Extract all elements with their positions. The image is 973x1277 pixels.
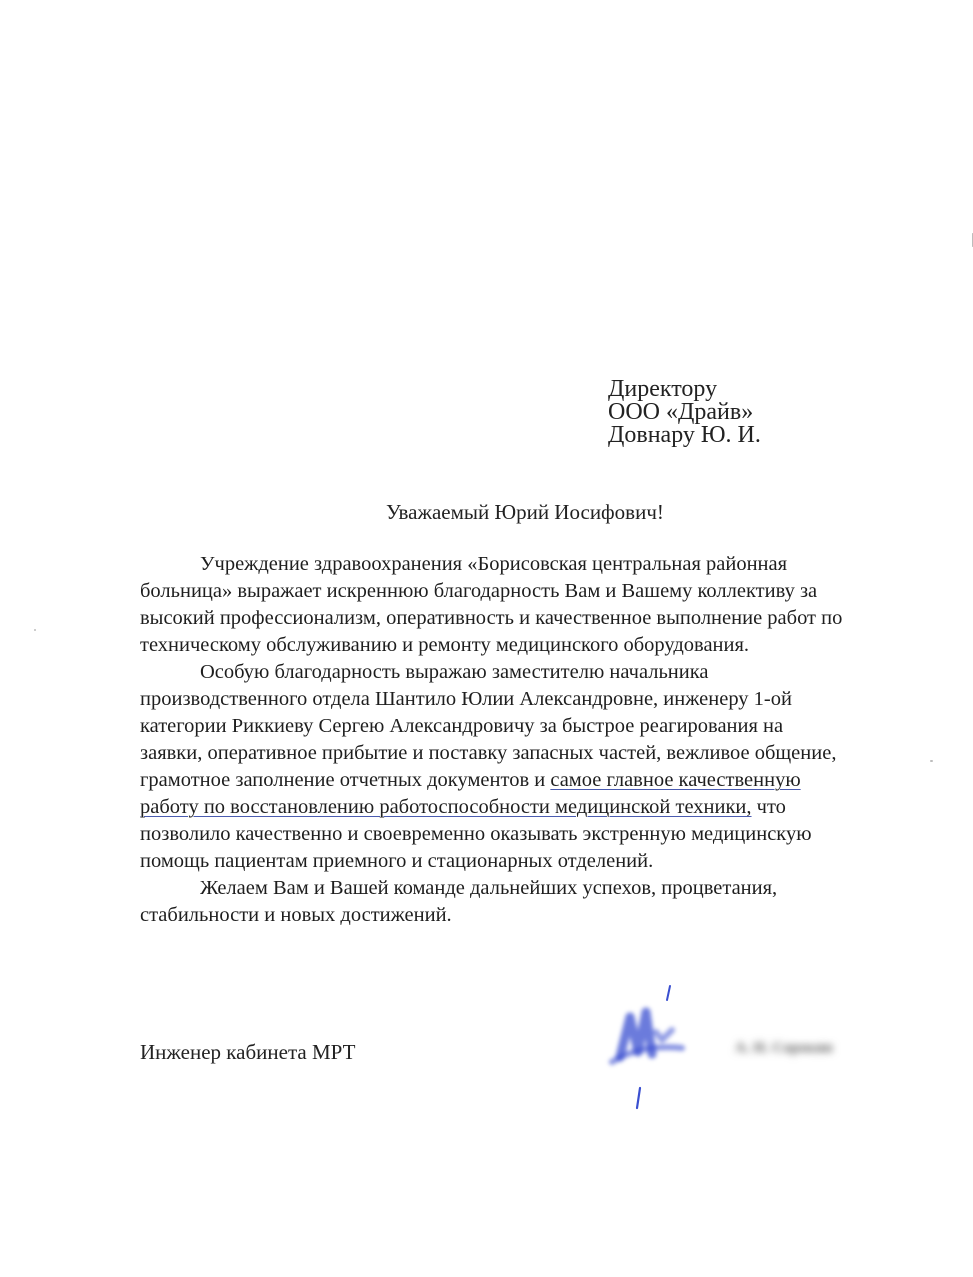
addressee-line: Довнару Ю. И.: [608, 422, 761, 448]
addressee-line: ООО «Драйв»: [608, 399, 754, 425]
body-line: [140, 794, 940, 821]
scan-speck: [34, 629, 36, 631]
addressee-line: Директору: [608, 376, 718, 402]
signature-mark: [590, 982, 700, 1112]
signer-position: Инженер кабинета МРТ: [140, 1040, 356, 1064]
body-line: стабильности и новых достижений.: [140, 904, 452, 926]
body-line: [140, 767, 940, 794]
body-text-segment: грамотное заполнение отчетных документов и: [140, 769, 551, 791]
body-line: заявки, оперативное прибытие и поставку запасных частей, вежливое общение,: [140, 742, 837, 764]
addressee-block: [608, 378, 761, 447]
salutation: Уважаемый Юрий Иосифович!: [386, 500, 664, 524]
body-line: высокий профессионализм, оперативность и качественное выполнение работ по: [140, 607, 843, 629]
body-line: Желаем Вам и Вашей команде дальнейших успехов, процветания,: [200, 877, 778, 899]
body-line: производственного отдела Шантило Юлии Александровне, инженеру 1-ой: [140, 688, 792, 710]
body-line: Особую благодарность выражаю заместителю начальника: [200, 661, 709, 683]
signer-name: А. Н. Сорокин: [735, 1040, 833, 1056]
underlined-emphasis: работу по восстановлению работоспособности медицинской техники,: [140, 796, 752, 818]
body-line: Учреждение здравоохранения «Борисовская центральная районная: [200, 553, 788, 575]
letter-body: [140, 551, 940, 929]
body-text-segment: что: [751, 796, 786, 818]
body-line: помощь пациентам приемного и стационарных отделений.: [140, 850, 654, 872]
body-line: позволило качественно и своевременно оказывать экстренную медицинскую: [140, 823, 812, 845]
underlined-emphasis: самое главное качественную: [550, 769, 801, 791]
body-line: больница» выражает искреннюю благодарность Вам и Вашему коллективу за: [140, 580, 818, 602]
body-line: техническому обслуживанию и ремонту медицинского оборудования.: [140, 634, 750, 656]
body-line: категории Риккиеву Сергею Александровичу за быстрое реагирования на: [140, 715, 784, 737]
